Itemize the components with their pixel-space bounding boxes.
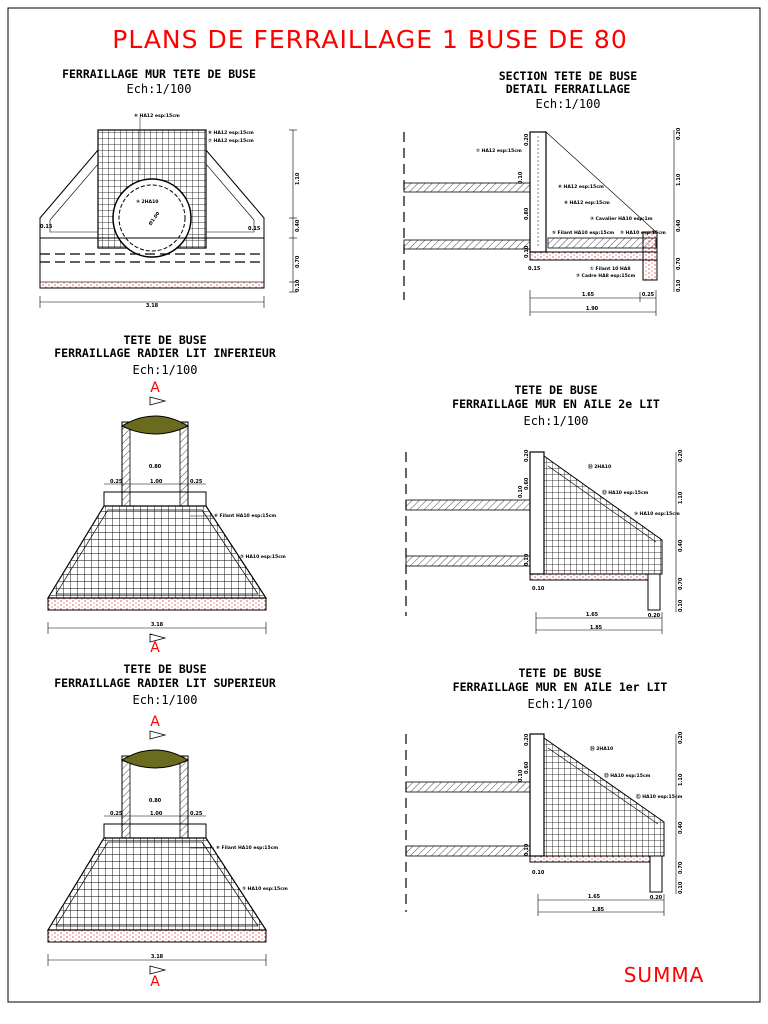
label-11: ⑪ HA10 esp:15cm	[636, 795, 683, 800]
label-14: ⑭ 2HA10	[588, 465, 612, 470]
view-title-2: FERRAILLAGE RADIER LIT INFERIEUR	[54, 346, 276, 360]
label-7: ⑦ HA12 esp:15cm	[208, 139, 254, 144]
view-mur-tete-de-buse	[40, 67, 301, 309]
label-10: ⑩ HA10 esp:15cm	[634, 512, 680, 517]
dim-base: 0.10	[532, 870, 545, 876]
dim-r1: 1.10	[678, 491, 684, 504]
dim-base: 0.15	[528, 266, 541, 272]
label-2: ② HA10 esp:15cm	[240, 555, 286, 560]
dim-v1: 0.20	[524, 733, 530, 746]
dim-d1: 1.65	[581, 292, 595, 298]
slab-reinforcement-grid	[48, 838, 266, 930]
view-title-1: SECTION TETE DE BUSE	[498, 69, 638, 83]
label-2: ② HA10 esp:15cm	[242, 887, 288, 892]
dim-d3: 1.85	[589, 625, 603, 631]
label-2-c: ② Cadre HA8 esp:15cm	[576, 274, 636, 279]
dim-d2: 0.20	[647, 613, 661, 619]
view-title-1: TETE DE BUSE	[518, 666, 602, 680]
view-title-2: DETAIL FERRAILLAGE	[505, 82, 631, 96]
sheet-title: PLANS DE FERRAILLAGE 1 BUSE DE 80	[112, 25, 628, 54]
dim-left: 0.25	[110, 479, 123, 485]
dim-r1: 1.10	[676, 173, 682, 186]
dim-v1: 0.20	[524, 449, 530, 462]
view-title-1: TETE DE BUSE	[123, 662, 207, 676]
dim-r1: 1.10	[678, 773, 684, 786]
view-scale: Ech:1/100	[527, 697, 593, 711]
dim-d2: 0.20	[649, 895, 663, 901]
label-9: ⑨ 2HA10	[136, 200, 159, 205]
dim-v3: 0.10	[524, 245, 530, 258]
dim-left: 0.25	[110, 811, 123, 817]
dim-d1: 1.65	[585, 612, 599, 618]
dim-h3: 0.70	[295, 255, 301, 268]
view-scale: Ech:1/100	[535, 97, 601, 111]
view-title-2: FERRAILLAGE MUR EN AILE 2e LIT	[452, 397, 660, 411]
dim-total: 3.18	[150, 954, 164, 960]
view-radier-lit-superieur	[48, 662, 288, 990]
label-5: ⑤ Filant HA10 esp:15cm	[552, 231, 615, 236]
label-13: ⑬ HA10 esp:15cm	[602, 491, 649, 496]
dim-right: 0.25	[190, 811, 203, 817]
view-radier-lit-inferieur	[48, 333, 286, 656]
label-8: ⑧ HA12 esp:15cm	[208, 131, 254, 136]
dim-top: 0.20	[524, 133, 530, 146]
dim-d3: 1.85	[591, 907, 605, 913]
section-marker-bottom: A	[150, 640, 160, 656]
view-title: FERRAILLAGE MUR TETE DE BUSE	[62, 67, 256, 81]
dim-d3: 1.90	[585, 306, 599, 312]
label-13: ⑬ HA10 esp:15cm	[604, 774, 651, 779]
dim-v2: 0.60	[524, 477, 530, 490]
dim-r0: 0.20	[678, 731, 684, 744]
view-title-1: TETE DE BUSE	[123, 333, 207, 347]
dim-r2: 0.40	[676, 219, 682, 232]
view-scale: Ech:1/100	[132, 363, 198, 377]
dim-v4: 0.10	[524, 553, 530, 566]
dim-r4: 0.10	[678, 599, 684, 612]
dim-r3: 0.70	[678, 861, 684, 874]
dim-r0: 0.20	[678, 449, 684, 462]
view-scale: Ech:1/100	[132, 693, 198, 707]
dim-side-left: 0.15	[40, 224, 53, 230]
label-1: ① Filant 10 HA8	[590, 267, 631, 272]
dim-r2: 0.40	[678, 821, 684, 834]
pipe-diameter: Ø1.00	[148, 211, 162, 227]
label-6: ⑥ Filant HA10 esp:15cm	[214, 514, 277, 519]
brand-logo: SUMMA	[623, 963, 705, 987]
dim-base: 0.10	[532, 586, 545, 592]
dim-right: 0.25	[190, 479, 203, 485]
section-marker-bottom: A	[150, 974, 160, 990]
label-2-b: ② HA10 esp:15cm	[620, 231, 666, 236]
dim-r2: 0.40	[678, 539, 684, 552]
view-section-tete-de-buse	[404, 69, 682, 316]
dim-inner: 0.80	[148, 798, 162, 804]
dim-d2: 0.25	[641, 292, 655, 298]
dim-r3: 0.70	[678, 577, 684, 590]
dim-h4: 0.10	[295, 279, 301, 292]
dim-r3: 0.70	[676, 257, 682, 270]
view-title-1: TETE DE BUSE	[514, 383, 598, 397]
view-scale: Ech:1/100	[126, 82, 192, 96]
dim-inner: 0.80	[148, 464, 162, 470]
label-7: ⑦ HA12 esp:15cm	[476, 149, 522, 154]
label-6: ⑥ HA12 esp:15cm	[134, 114, 180, 119]
dim-mid: 1.00	[150, 479, 163, 485]
dim-r4: 0.10	[676, 279, 682, 292]
dim-v2: 0.60	[524, 761, 530, 774]
dim-total: 3.18	[150, 622, 164, 628]
dim-mid: 1.00	[150, 811, 163, 817]
dim-total: 3.18	[145, 303, 159, 309]
view-mur-en-aile-1er-lit	[406, 666, 684, 916]
dim-r4: 0.10	[678, 881, 684, 894]
dim-r0: 0.20	[676, 127, 682, 140]
slab-reinforcement-grid	[48, 506, 266, 598]
label-6: ⑥ Filant HA10 esp:15cm	[216, 846, 279, 851]
dim-side-right: 0.15	[248, 226, 261, 232]
dim-d1: 1.65	[587, 894, 601, 900]
dim-v3: 0.10	[518, 485, 524, 498]
dim-v4: 0.10	[524, 843, 530, 856]
view-title-2: FERRAILLAGE MUR EN AILE 1er LIT	[452, 680, 668, 694]
dim-v3: 0.10	[518, 769, 524, 782]
view-scale: Ech:1/100	[523, 414, 589, 428]
dim-v1: 0.10	[518, 171, 524, 184]
label-6: ⑥ HA12 esp:15cm	[558, 185, 604, 190]
dim-h1: 1.10	[295, 172, 301, 185]
label-3: ③ Cavalier HA10 esp:1m	[590, 217, 653, 222]
view-title-2: FERRAILLAGE RADIER LIT SUPERIEUR	[54, 676, 276, 690]
label-8: ⑧ HA12 esp:15cm	[564, 201, 610, 206]
dim-h2: 0.40	[295, 219, 301, 232]
section-marker-top: A	[150, 714, 160, 730]
label-14: ⑭ 2HA10	[590, 747, 614, 752]
dim-v2: 0.80	[524, 207, 530, 220]
view-mur-en-aile-2e-lit	[406, 383, 684, 634]
section-marker-top: A	[150, 380, 160, 396]
